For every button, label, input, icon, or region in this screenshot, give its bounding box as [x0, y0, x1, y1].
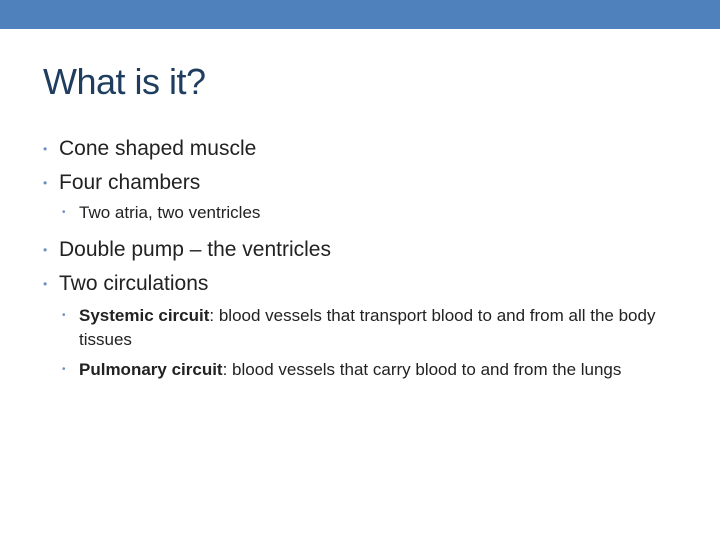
sub-bullet-icon: •: [62, 207, 66, 218]
bullet-list: [43, 132, 683, 388]
bullet-icon: •: [43, 243, 48, 257]
bullet-text: Four chambers: [59, 171, 201, 194]
sub-bullet-icon: •: [62, 310, 66, 321]
sub-bullet-list: [43, 201, 683, 225]
slide-title: What is it?: [43, 61, 206, 102]
sub-bullet-item: [62, 304, 683, 352]
sub-bullet-item: [62, 358, 683, 382]
bullet-item: [43, 233, 683, 267]
bullet-item: [43, 166, 683, 200]
bullet-icon: •: [43, 176, 48, 190]
term-systemic-circuit: Systemic circuit: [79, 306, 210, 325]
bullet-text: Cone shaped muscle: [59, 137, 257, 160]
header-bar: [0, 0, 720, 29]
sub-bullet-text: Two atria, two ventricles: [79, 203, 261, 222]
term-definition: : blood vessels that transport blood to and from all the body tissues: [79, 306, 656, 349]
term-pulmonary-circuit: Pulmonary circuit: [79, 360, 223, 379]
sub-bullet-list: [43, 304, 683, 382]
sub-bullet-group: [43, 304, 683, 382]
bullet-icon: •: [43, 142, 48, 156]
sub-bullet-icon: •: [62, 364, 66, 375]
bullet-text: Two circulations: [59, 272, 209, 295]
sub-bullet-item: [62, 201, 683, 225]
bullet-item: [43, 132, 683, 166]
term-definition: : blood vessels that carry blood to and from the lungs: [222, 360, 622, 379]
bullet-item: [43, 267, 683, 301]
bullet-icon: •: [43, 277, 48, 291]
sub-bullet-group: [43, 201, 683, 225]
bullet-text: Double pump – the ventricles: [59, 238, 331, 261]
